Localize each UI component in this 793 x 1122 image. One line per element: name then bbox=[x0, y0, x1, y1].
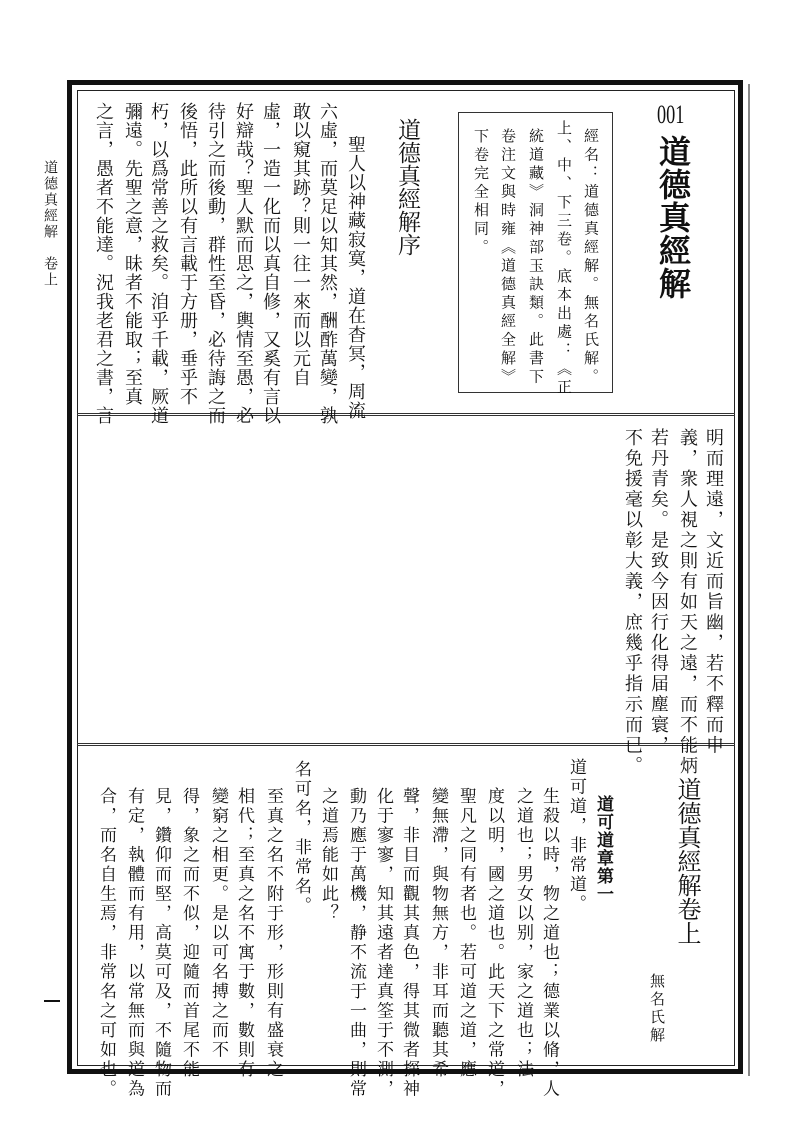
author: 無名氏解 bbox=[648, 973, 666, 1045]
preface-continued-line: 若丹青矣。是致今因行化得届塵寰， bbox=[648, 428, 669, 756]
commentary-line: 變無滯，與物無方，非耳而聽其希 bbox=[428, 787, 448, 1080]
preface-line: 之言，愚者不能達。況我老君之書，言 bbox=[93, 102, 114, 425]
commentary-line: 合，而名自生焉，非常名之可如也。 bbox=[96, 787, 116, 1099]
commentary-line: 得，象之而不似，迎隨而首尾不能 bbox=[179, 787, 199, 1080]
commentary-line: 變窮之相更。是以可名搏之而不 bbox=[208, 787, 228, 1060]
volume-title: 道德真經解卷上 bbox=[673, 777, 701, 945]
page-edge-shadow bbox=[748, 84, 750, 1076]
preface-continued-line: 義，衆人視之則有如天之遠，而不能炳 bbox=[677, 428, 698, 777]
band-divider bbox=[77, 413, 735, 416]
note-line: 經名：道德真經解。無名氏解。 bbox=[582, 128, 600, 387]
note-line: 下卷完全相同。 bbox=[472, 128, 490, 258]
text-number: 001 bbox=[657, 100, 685, 129]
commentary-line: 度以明，國之道也。此天下之常道， bbox=[484, 787, 504, 1099]
commentary-line: 之道也；男女以别，家之道也；法 bbox=[513, 787, 533, 1080]
chapter-heading: 道可道章第一 bbox=[593, 795, 613, 903]
scripture-line: 名可名，非常名。 bbox=[291, 760, 311, 916]
scripture-line: 道可道，非常道。 bbox=[566, 758, 586, 914]
commentary-line: 動乃應于萬機，静不流于一曲，則常 bbox=[346, 787, 366, 1099]
margin-volume: 卷上 bbox=[42, 256, 58, 288]
preface-line: 朽，以爲常善之救矣。洎乎千載，厥道 bbox=[148, 102, 169, 425]
preface-line: 好辯哉？聖人默而思之，輿情至愚，必 bbox=[233, 102, 254, 425]
note-line: 上、中、下三卷。底本出處：《正 bbox=[555, 120, 573, 398]
preface-title: 道德真經解序 bbox=[394, 118, 420, 256]
preface-line: 聖人以神藏寂寞，道在杳冥，周流 bbox=[345, 135, 366, 420]
commentary-line: 化于寥寥，知其遠者達真筌于不測， bbox=[373, 787, 393, 1099]
preface-continued-line: 不免援毫以彰大義，庶幾乎指示而已。 bbox=[622, 428, 643, 777]
preface-line: 彌遠。先聖之意，昧者不能取；至真 bbox=[122, 102, 143, 406]
preface-continued-line: 明而理遠，文近而旨幽，若不釋而申 bbox=[703, 428, 724, 756]
margin-mark bbox=[44, 1000, 60, 1002]
commentary-line: 生殺以時，物之道也；德業以脩，人 bbox=[539, 787, 559, 1099]
commentary-line: 之道焉能如此？ bbox=[318, 787, 338, 924]
note-line: 卷注文與時雍《道德真經全解》 bbox=[499, 128, 517, 387]
commentary-line: 見，鑽仰而堅，高莫可及，不隨物而 bbox=[151, 787, 171, 1099]
preface-line: 虛，一造一化而以真自修，又奚有言以 bbox=[260, 102, 281, 425]
preface-line: 敢以窺其跡？則一往一來而以元自 bbox=[290, 102, 311, 387]
text-title: 道德真經解 bbox=[654, 135, 692, 300]
note-line: 統道藏》洞神部玉訣類。此書下 bbox=[527, 128, 545, 387]
commentary-line: 聖凡之同有者也。若可道之道，應 bbox=[456, 787, 476, 1080]
margin-header bbox=[43, 160, 57, 288]
preface-line: 待引之而後動，群性至昏，必待誨之而 bbox=[205, 102, 226, 425]
commentary-line: 有定，執體而有用，以常無而與道為 bbox=[124, 787, 144, 1099]
commentary-line: 聲，非目而觀其真色，得其微者探神 bbox=[399, 787, 419, 1099]
margin-title: 道德真經解 bbox=[42, 160, 58, 240]
preface-line: 後悟，此所以有言載于方册，垂乎不 bbox=[177, 102, 198, 406]
commentary-line: 至真之名不附于形，形則有盛衰之 bbox=[263, 787, 283, 1080]
commentary-line: 相代；至真之名不寓于數，數則有 bbox=[234, 787, 254, 1080]
preface-line: 六虛，而莫足以知其然，酬酢萬變，孰 bbox=[317, 102, 338, 425]
